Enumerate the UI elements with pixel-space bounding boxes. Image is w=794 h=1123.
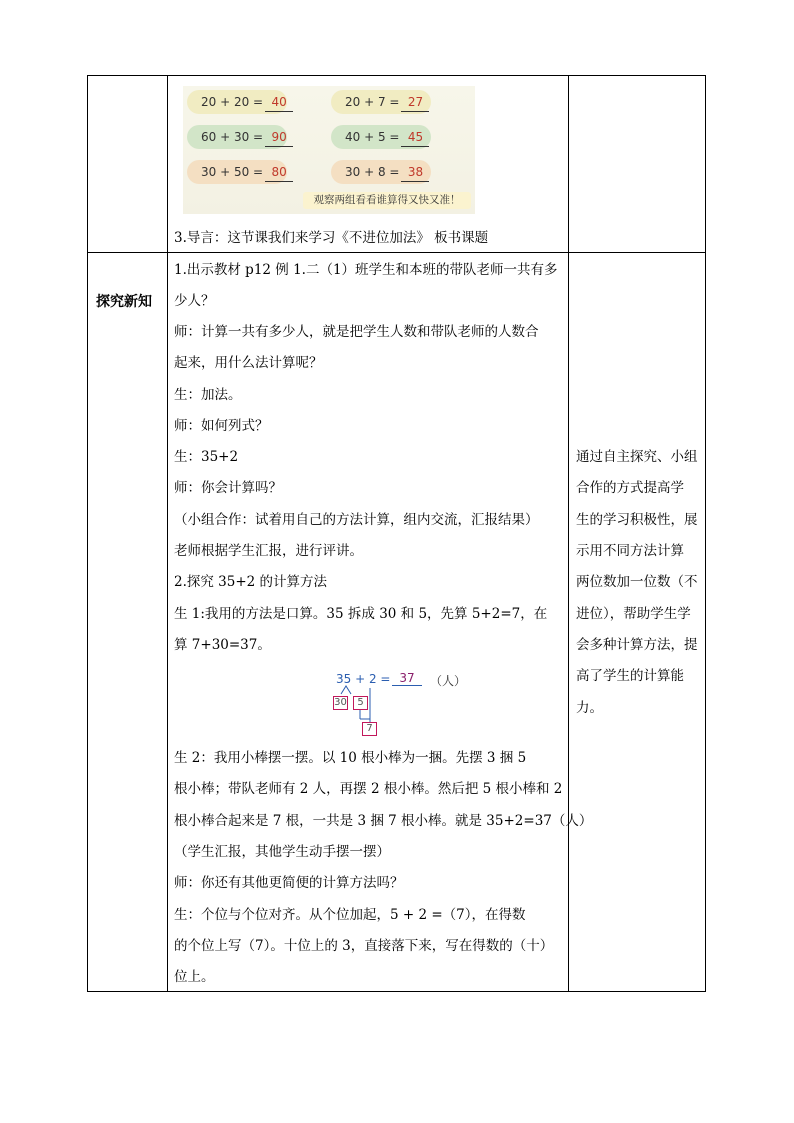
design-note-line: 合作的方式提高学 <box>576 480 684 496</box>
section-label: 探究新知 <box>96 294 152 310</box>
exercise-caption: 观察两组看看谁算得又快又准！ <box>303 192 471 209</box>
decomposition-diagram <box>326 672 466 734</box>
exercise-problem: 30 + 50 = 80 <box>187 160 287 184</box>
content-line: 根小棒；带队老师有 2 人，再摆 2 根小棒。然后把 5 根小棒和 2 <box>174 781 563 797</box>
content-line: 老师根据学生汇报，进行评讲。 <box>174 543 363 559</box>
design-note-line: 通过自主探究、小组 <box>576 449 698 465</box>
lesson-table <box>87 75 706 992</box>
design-note-line: 力。 <box>576 700 603 716</box>
exercise-problem: 20 + 7 = 27 <box>331 90 431 114</box>
content-line: 师：计算一共有多少人，就是把学生人数和带队老师的人数合 <box>174 324 539 340</box>
design-note-line: 生的学习积极性，展 <box>576 512 698 528</box>
column-divider <box>167 76 168 991</box>
column-divider <box>568 76 569 991</box>
content-line: 起来，用什么法计算呢？ <box>174 355 323 371</box>
content-line: 生 1:我用的方法是口算。35 拆成 30 和 5，先算 5+2=7，在 <box>174 606 548 622</box>
content-line: 师：你会计算吗？ <box>174 480 282 496</box>
content-line: 生：加法。 <box>174 387 242 403</box>
content-line: 少人？ <box>174 293 215 309</box>
content-line: （学生汇报，其他学生动手摆一摆） <box>174 844 390 860</box>
exercise-problem: 20 + 20 = 40 <box>187 90 287 114</box>
content-line: 师：如何列式？ <box>174 418 269 434</box>
diagram-unit: （人） <box>430 674 467 688</box>
exercise-image <box>183 86 475 214</box>
diagram-answer: 37 <box>392 672 422 686</box>
content-line: 生：个位与个位对齐。从个位加起，5 + 2 =（7），在得数 <box>174 907 526 923</box>
diagram-equation: 35 + 2 = <box>336 672 391 686</box>
exercise-problem: 60 + 30 = 90 <box>187 125 287 149</box>
content-line: 根小棒合起来是 7 根，一共是 3 捆 7 根小棒。就是 35+2=37（人） <box>174 813 593 829</box>
content-line: 位上。 <box>174 969 215 985</box>
content-line: 的个位上写（7）。十位上的 3，直接落下来，写在得数的（十） <box>174 938 554 954</box>
content-line: 1.出示教材 p12 例 1.二（1）班学生和本班的带队老师一共有多 <box>174 262 558 278</box>
design-note-line: 示用不同方法计算 <box>576 543 684 559</box>
content-line: 生 2：我用小棒摆一摆。以 10 根小棒为一捆。先摆 3 捆 5 <box>174 750 527 766</box>
exercise-problem: 30 + 8 = 38 <box>331 160 431 184</box>
content-line: 生：35+2 <box>174 449 239 465</box>
sum-box: 7 <box>362 722 377 736</box>
design-note-line: 两位数加一位数（不 <box>576 574 698 590</box>
content-line: （小组合作：试着用自己的方法计算，组内交流，汇报结果） <box>174 512 539 528</box>
row-divider <box>88 252 705 253</box>
design-note-line: 进位），帮助学生学 <box>576 606 691 622</box>
ones-box: 5 <box>353 696 368 710</box>
content-line: 算 7+30=37。 <box>174 637 271 653</box>
design-note-line: 高了学生的计算能 <box>576 668 684 684</box>
intro-line: 3.导言：这节课我们来学习《不进位加法》 板书课题 <box>174 230 489 246</box>
exercise-problem: 40 + 5 = 45 <box>331 125 431 149</box>
tens-box: 30 <box>334 697 347 708</box>
content-line: 师：你还有其他更简便的计算方法吗？ <box>174 875 404 891</box>
content-line: 2.探究 35+2 的计算方法 <box>174 574 328 590</box>
design-note-line: 会多种计算方法，提 <box>576 637 698 653</box>
